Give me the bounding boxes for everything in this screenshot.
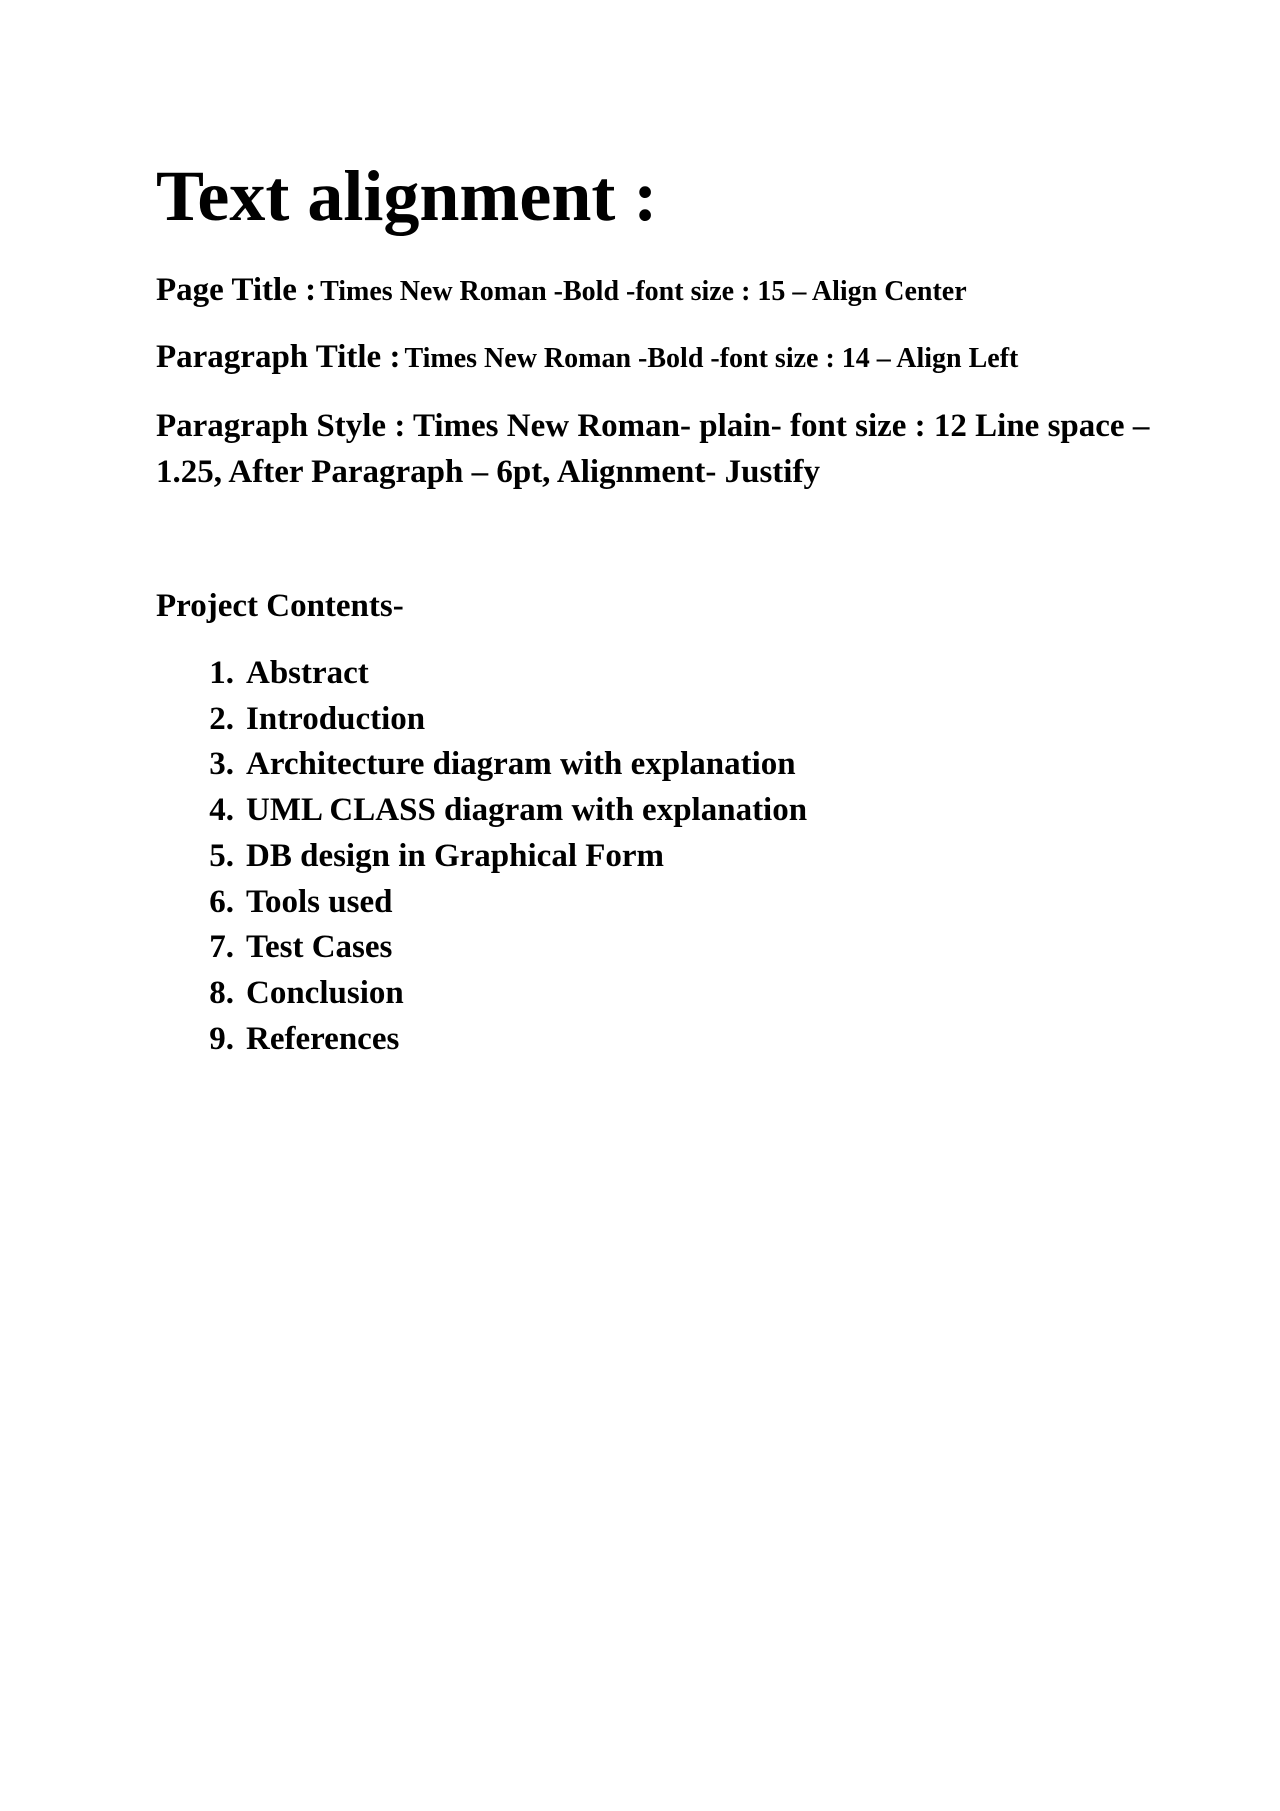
list-item <box>156 651 807 697</box>
list-item-number: 5. <box>209 837 234 874</box>
list-item <box>156 742 807 788</box>
list-item-label: DB design in Graphical Form <box>246 837 665 874</box>
list-item-label: Test Cases <box>246 929 393 966</box>
list-item-number: 2. <box>209 700 234 737</box>
list-item-number: 4. <box>209 792 234 829</box>
paragraph-title-spec <box>156 335 1018 385</box>
list-item <box>156 1017 807 1063</box>
list-item <box>156 697 807 743</box>
contents-list <box>156 651 807 1062</box>
list-item-label: UML CLASS diagram with explanation <box>246 792 808 829</box>
list-item <box>156 971 807 1017</box>
page-title-spec-value: Times New Roman -Bold -font size : 15 – Align Center <box>320 276 967 307</box>
list-item-label: Architecture diagram with explanation <box>246 746 796 783</box>
contents-heading: Project Contents- <box>156 588 404 624</box>
paragraph-title-spec-label: Paragraph Title : <box>156 339 401 375</box>
page-title-spec <box>156 268 967 318</box>
list-item-number: 9. <box>209 1020 234 1057</box>
page-title-spec-label: Page Title : <box>156 272 317 308</box>
list-item-number: 8. <box>209 974 234 1011</box>
list-item <box>156 834 807 880</box>
list-item <box>156 925 807 971</box>
list-item <box>156 880 807 926</box>
list-item-label: Introduction <box>246 700 426 737</box>
list-item-number: 6. <box>209 883 234 920</box>
paragraph-style-spec: Paragraph Style : Times New Roman- plain- font size : 12 Line space – 1.25, After Paragraph – 6pt, Alignment- Justify <box>156 408 1150 490</box>
paragraph-title-spec-value: Times New Roman -Bold -font size : 14 – Align Left <box>404 343 1019 374</box>
list-item-number: 7. <box>209 929 234 966</box>
list-item-number: 1. <box>209 655 234 691</box>
list-item-number: 3. <box>209 746 234 783</box>
list-item <box>156 788 807 834</box>
list-item-label: Tools used <box>246 883 393 920</box>
list-item-label: References <box>246 1020 400 1057</box>
list-item-label: Abstract <box>246 655 369 691</box>
list-item-label: Conclusion <box>246 974 404 1011</box>
page-title: Text alignment : <box>156 156 658 236</box>
